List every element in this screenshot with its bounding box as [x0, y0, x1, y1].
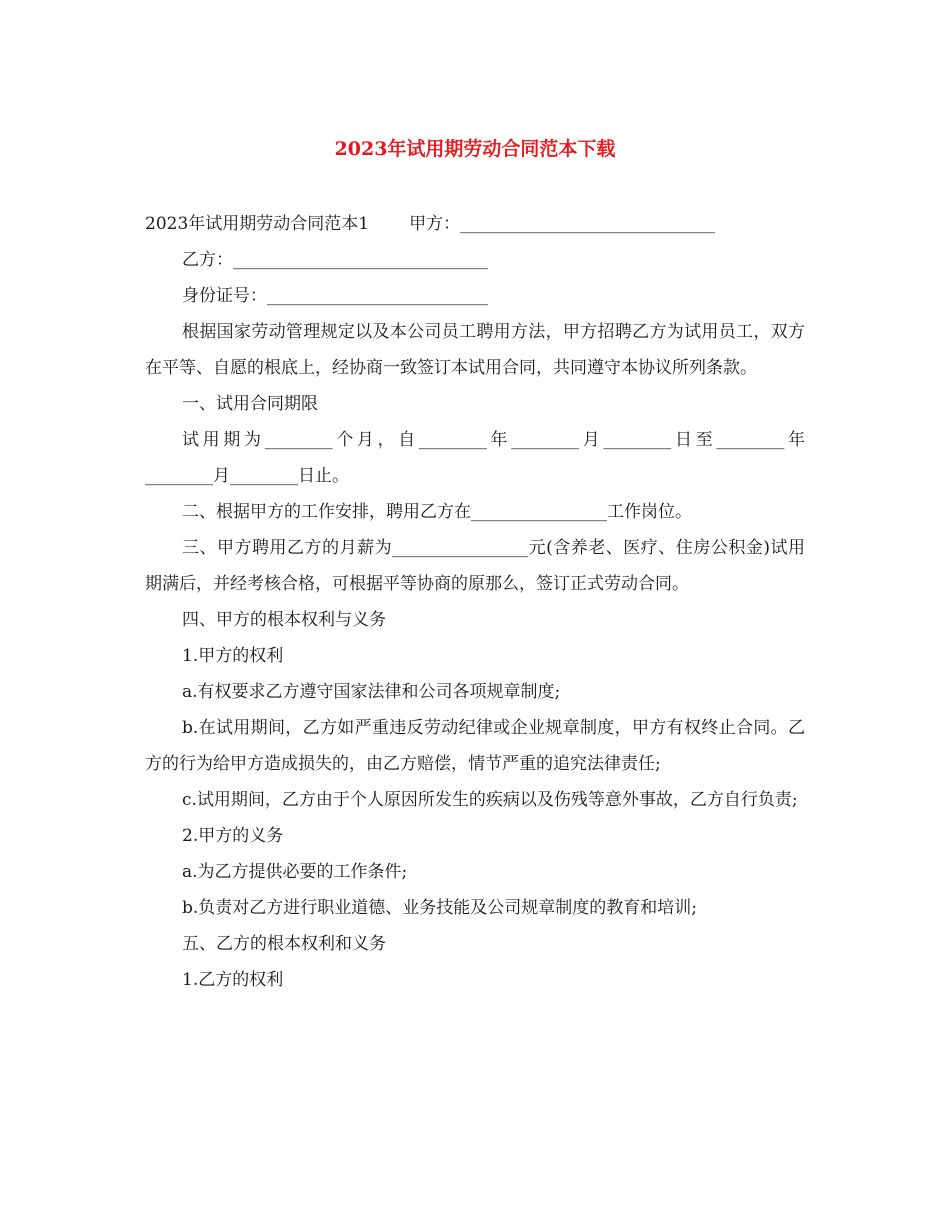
- section-heading-1: 一、试用合同期限: [182, 394, 318, 414]
- section-2-clause: 二、根据甲方的工作安排，聘用乙方在________________工作岗位。: [182, 502, 692, 522]
- party-a-right-b: b.在试用期间，乙方如严重违反劳动纪律或企业规章制度，甲方有权终止合同。乙方的行为给甲方造成损失的，由乙方赔偿，情节严重的追究法律责任;: [145, 718, 805, 774]
- document-title: 2023年试用期劳动合同范本下载: [334, 138, 616, 160]
- contract-heading-line: [145, 206, 805, 242]
- probation-period-clause: 试用期为________个月，自________年________月________日至________年________月________日止。: [145, 430, 805, 486]
- id-number-field: 身份证号：__________________________: [182, 286, 488, 306]
- party-a-duty-b: b.负责对乙方进行职业道德、业务技能及公司规章制度的教育和培训;: [182, 898, 698, 918]
- party-a-duty-a: a.为乙方提供必要的工作条件;: [182, 862, 408, 882]
- party-b-rights-heading: 1.乙方的权利: [182, 970, 284, 990]
- party-b-field: 乙方：______________________________: [182, 250, 488, 270]
- contract-subtitle: 2023年试用期劳动合同范本1: [145, 214, 370, 234]
- section-heading-4: 四、甲方的根本权利与义务: [182, 610, 386, 630]
- party-a-field: 甲方：______________________________: [409, 214, 716, 234]
- section-3-clause: 三、甲方聘用乙方的月薪为________________元(含养老、医疗、住房公积金)试用期满后，并经考核合格，可根据平等协商的原那么，签订正式劳动合同。: [145, 538, 805, 594]
- party-a-right-c: c.试用期间，乙方由于个人原因所发生的疾病以及伤残等意外事故，乙方自行负责;: [182, 790, 798, 810]
- party-a-duties-heading: 2.甲方的义务: [182, 826, 284, 846]
- section-heading-5: 五、乙方的根本权利和义务: [182, 934, 386, 954]
- document-body: [145, 206, 805, 998]
- preamble-paragraph: 根据国家劳动管理规定以及本公司员工聘用方法，甲方招聘乙方为试用员工，双方在平等、自愿的根底上，经协商一致签订本试用合同，共同遵守本协议所列条款。: [145, 322, 805, 378]
- party-a-rights-heading: 1.甲方的权利: [182, 646, 284, 666]
- party-a-right-a: a.有权要求乙方遵守国家法律和公司各项规章制度;: [182, 682, 561, 702]
